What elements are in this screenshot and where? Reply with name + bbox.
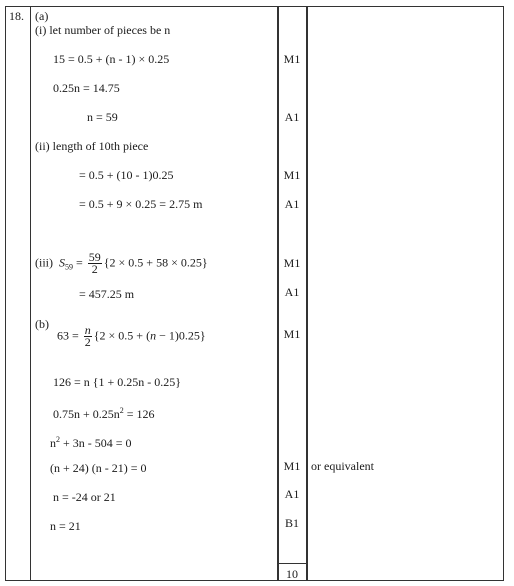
fraction-denominator: 2 [84,335,91,349]
brace-part-b: − 1)0.25} [156,328,206,343]
line2-rhs: = 126 [123,407,155,421]
mark-a-iii-2: A1 [284,285,300,299]
part-a-ii-line2: = 0.5 + 9 × 0.25 = 2.75 m [79,197,203,211]
part-a-iii-label: (iii) [35,255,53,270]
table-border-bottom [5,580,504,581]
mark-a-i-2: A1 [284,110,300,124]
brace-variable: n [150,328,157,343]
part-a-i-intro: (i) let number of pieces be n [35,23,171,37]
part-a-iii-formula [35,252,208,275]
part-b-label: (b) [35,317,49,331]
line3-rhs: + 3n - 504 = 0 [60,436,132,450]
total-marks: 10 [286,567,298,581]
part-a-i-line2: 0.25n = 14.75 [53,81,120,95]
table-border-left [5,6,6,581]
part-b-line5: n = -24 or 21 [53,490,116,504]
line3-text: n [50,436,56,450]
part-a-i-line3: n = 59 [87,110,118,124]
marks-column-right-border [306,6,308,581]
part-b-equation [57,325,206,348]
part-b-line6: n = 21 [50,519,81,533]
mark-b-2: M1 [283,459,301,473]
part-b-line1: 126 = n {1 + 0.25n - 0.25} [53,375,182,389]
part-b-line4: (n + 24) (n - 21) = 0 [50,461,147,475]
part-a-label: (a) [35,9,49,23]
table-border-top [5,6,504,7]
mark-a-i-1: M1 [283,52,301,66]
fraction-n-over-2 [84,325,92,348]
question-number: 18. [9,9,24,23]
mark-a-ii-1: M1 [283,168,301,182]
sum-symbol: S [59,255,65,270]
brace-part-a: {2 × 0.5 + ( [93,328,151,343]
part-a-iii-result: = 457.25 m [79,287,135,301]
mark-b-1: M1 [283,327,301,341]
part-a-ii-intro: (ii) length of 10th piece [35,139,149,153]
fraction-numerator: n [84,323,91,337]
table-border-right [503,6,504,581]
total-box-top [277,563,308,564]
mark-b-3: A1 [284,487,300,501]
fraction-59-over-2 [88,252,102,275]
equals-sign: = [76,255,83,270]
fraction-denominator: 2 [91,262,98,276]
fraction-numerator: 59 [88,250,101,264]
mark-a-ii-2: A1 [284,197,300,211]
line2-exponent: 2 [119,406,124,415]
part-b-line2 [53,404,155,421]
number-column-divider [30,6,31,581]
part-a-ii-line1: = 0.5 + (10 - 1)0.25 [79,168,174,182]
comment-or-equivalent: or equivalent [311,459,374,473]
mark-a-iii-1: M1 [283,256,301,270]
line3-exponent: 2 [56,435,60,444]
part-b-line3 [50,433,132,450]
part-a-i-line1: 15 = 0.5 + (n - 1) × 0.25 [53,52,170,66]
brace-expression: {2 × 0.5 + 58 × 0.25} [103,255,208,270]
sum-subscript: 59 [65,262,73,272]
part-b-lhs: 63 = [57,328,79,343]
mark-b-4: B1 [284,516,299,530]
line2-text: 0.75n + 0.25n [53,407,120,421]
